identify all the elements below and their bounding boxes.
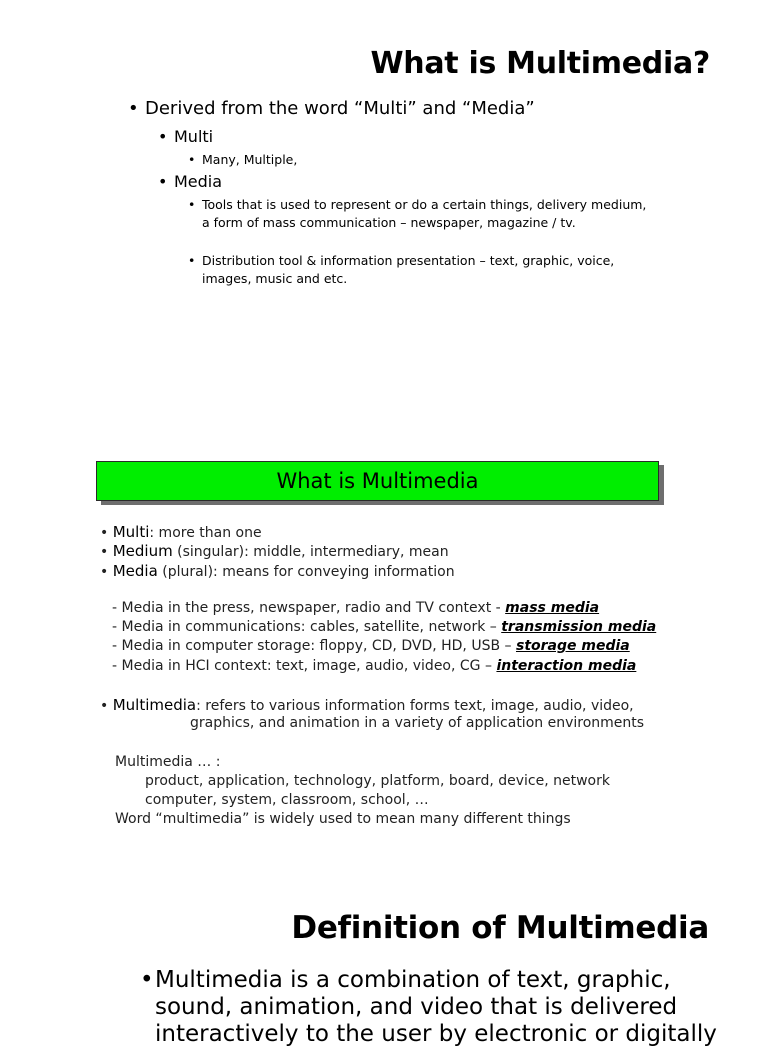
slide2-multimedia-def-line2: graphics, and animation in a variety of application environments xyxy=(190,715,645,731)
slide1-bullet-derived xyxy=(128,98,535,119)
slide2-usage-2: product, application, technology, platform, board, device, network xyxy=(145,773,610,789)
slide1-bullet-multi xyxy=(158,127,213,146)
slide2-usage-4: Word “multimedia” is widely used to mean many different things xyxy=(115,811,571,827)
media-type-term: storage media xyxy=(515,638,630,654)
bullet-dot: • xyxy=(100,698,113,714)
media-type-term: transmission media xyxy=(501,619,657,635)
slide2-header-box xyxy=(96,461,659,501)
slide2-line-media xyxy=(100,562,455,580)
slide2-usage-1: Multimedia … : xyxy=(115,754,221,770)
bullet-dot: • xyxy=(188,152,196,167)
bullet-text-line: Multimedia is a combination of text, graphic, xyxy=(155,967,671,993)
bullet-text: Distribution tool & information presentation – text, graphic, voice, images, music and etc. xyxy=(202,253,615,286)
bullet-dot: • xyxy=(100,525,113,541)
slide1-bullet-media-sub1 xyxy=(188,196,648,232)
media-context-text: - Media in communications: cables, satellite, network – xyxy=(112,619,502,635)
slide2-media-press xyxy=(112,600,599,616)
bullet-text-line: sound, animation, and video that is delivered xyxy=(155,994,678,1020)
slide2-media-hci xyxy=(112,658,636,674)
bullet-dot: • xyxy=(140,967,154,993)
media-context-text: - Media in the press, newspaper, radio and TV context - xyxy=(112,600,506,616)
slide2-media-storage xyxy=(112,638,630,654)
slide2-multimedia-def xyxy=(100,696,634,714)
bullet-dot: • xyxy=(100,564,113,580)
bullet-dot: • xyxy=(188,197,196,212)
definition: (plural): means for conveying information xyxy=(157,564,455,580)
term: Media xyxy=(112,562,158,580)
bullet-text: Derived from the word “Multi” and “Media” xyxy=(145,98,535,119)
slide1-bullet-multi-sub xyxy=(188,151,297,169)
bullet-dot: • xyxy=(100,544,113,560)
bullet-text: Many, Multiple, xyxy=(202,152,298,167)
definition: : more than one xyxy=(149,525,262,541)
media-type-term: interaction media xyxy=(496,658,637,674)
term: Medium xyxy=(112,542,173,560)
media-context-text: - Media in HCI context: text, image, audio, video, CG – xyxy=(112,658,497,674)
bullet-dot: • xyxy=(158,172,168,191)
bullet-text: Tools that is used to represent or do a certain things, delivery medium, a form of mass communication – newspaper, magazine / tv. xyxy=(202,197,647,230)
slide2-line-medium xyxy=(100,542,449,560)
slide2-media-communications xyxy=(112,619,656,635)
slide1-bullet-media-sub2 xyxy=(188,252,648,288)
slide2-header: What is Multimedia xyxy=(276,469,479,493)
bullet-dot: • xyxy=(158,127,168,146)
definition: (singular): middle, intermediary, mean xyxy=(172,544,449,560)
slide3-title: Definition of Multimedia xyxy=(291,910,709,946)
bullet-text: Media xyxy=(174,172,223,191)
term: Multimedia xyxy=(112,696,197,714)
bullet-dot: • xyxy=(128,98,139,119)
definition: : refers to various information forms text, image, audio, video, xyxy=(196,698,634,714)
slide2-usage-3: computer, system, classroom, school, … xyxy=(145,792,429,808)
media-type-term: mass media xyxy=(505,600,600,616)
slide2-line-multi xyxy=(100,523,262,541)
slide3-bullet xyxy=(140,967,760,1048)
bullet-text: Multi xyxy=(174,127,214,146)
bullet-text-line: interactively to the user by electronic or digitally xyxy=(155,1021,717,1047)
bullet-dot: • xyxy=(188,253,196,268)
slide1-title: What is Multimedia? xyxy=(370,46,710,81)
term: Multi xyxy=(112,523,150,541)
media-context-text: - Media in computer storage: floppy, CD, DVD, HD, USB – xyxy=(112,638,516,654)
slide1-bullet-media xyxy=(158,172,222,191)
